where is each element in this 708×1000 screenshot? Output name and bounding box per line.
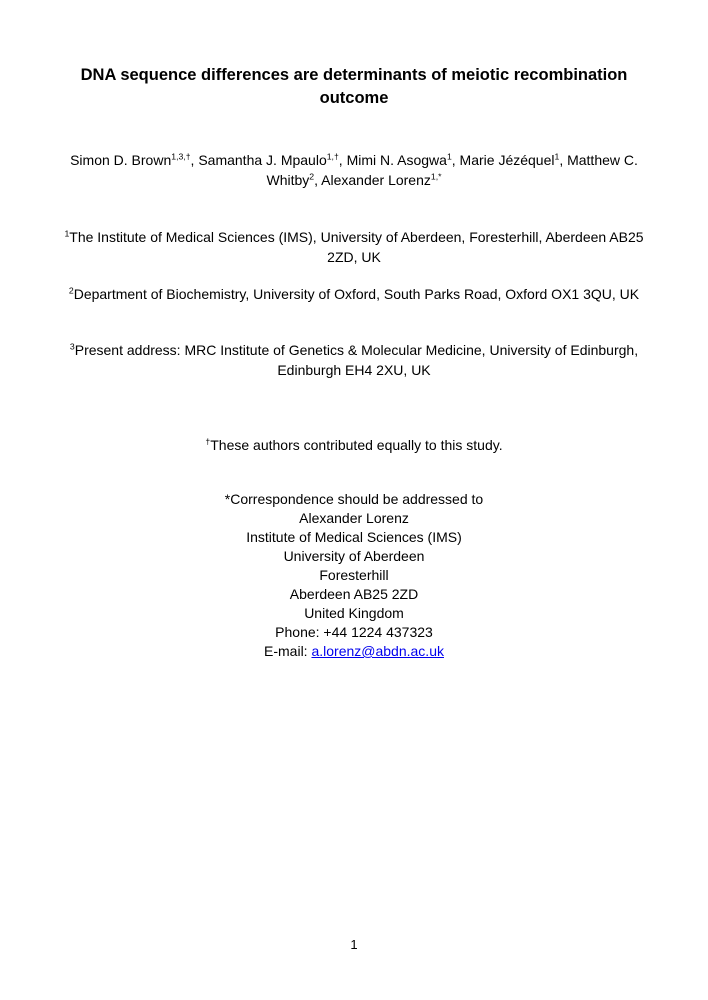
correspondence-line-institute: Institute of Medical Sciences (IMS) (246, 529, 462, 545)
correspondence-line-country: United Kingdom (304, 605, 404, 621)
equal-contribution-note: †These authors contributed equally to this study. (205, 436, 503, 453)
correspondence-line-name: Alexander Lorenz (299, 510, 409, 526)
email-link[interactable]: a.lorenz@abdn.ac.uk (311, 643, 444, 659)
affiliation-oxford: $^2$Department of Biochemistry, University of Oxford, South Parks Road, Oxford OX1 3QU, UK (68, 285, 640, 302)
affiliation-edinburgh: $^3$Present address: MRC Institute of Genetics & Molecular Medicine, University of Edinburgh, Edinburgh EH4 2XU, UK (69, 341, 639, 378)
correspondence-line-street: Foresterhill (319, 567, 389, 583)
correspondence-line-city: Aberdeen AB25 2ZD (289, 586, 419, 602)
correspondence-line-intro: *Correspondence should be addressed to (224, 491, 484, 507)
email-label: E-mail: (264, 643, 312, 659)
page-number: 1 (350, 937, 358, 952)
author-list: Simon D. Brown$^{1,3,\dagger}$, Samantha J. Mpaulo$^{1,\dagger}$, Mimi N. Asogwa$^1$, Marie Jézéquel$^1$, Matthew C. Whitby$^2$, Alexander Lorenz$^{1,*}$ (70, 151, 638, 188)
paper-title: DNA sequence differences are determinants of meiotic recombination outcome (80, 66, 628, 107)
correspondence-line-email (54, 642, 654, 661)
correspondence-line-university: University of Aberdeen (283, 548, 425, 564)
correspondence-line-phone: Phone: +44 1224 437323 (275, 624, 433, 640)
correspondence-block (54, 490, 654, 661)
affiliation-aberdeen: $^1$The Institute of Medical Sciences (IMS), University of Aberdeen, Foresterhill, Aberdeen AB25 2ZD, UK (64, 228, 644, 265)
